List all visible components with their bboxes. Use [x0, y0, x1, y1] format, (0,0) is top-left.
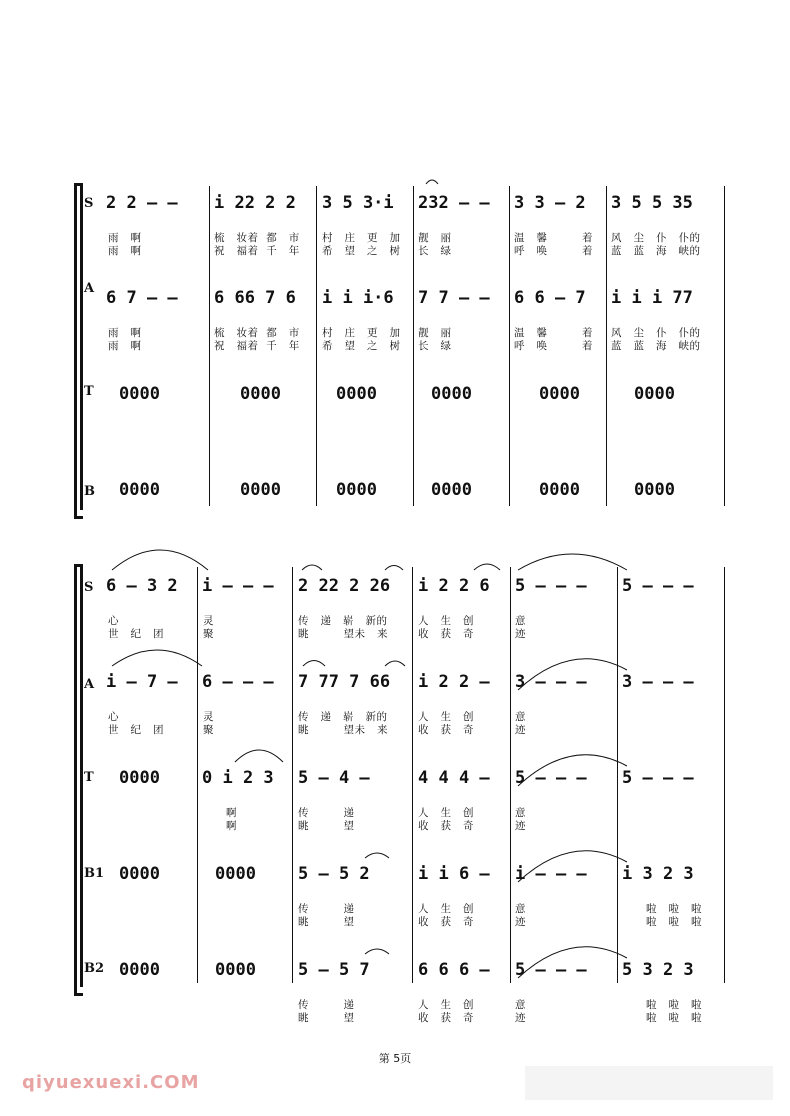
soprano-notes: 5 — — — [622, 576, 694, 596]
slur [302, 565, 322, 570]
bass2-notes: 5 3 2 3 [622, 960, 694, 980]
bass1-lyric-1: 传 递 [298, 903, 355, 915]
alto-lyric-1: 灵 [203, 711, 214, 723]
tenor-lyric-2: 迹 [515, 820, 526, 832]
slur [518, 554, 627, 570]
bass-rest: 0000 [240, 480, 281, 500]
bass2-lyric-1: 意 [515, 999, 526, 1011]
soprano-notes: 5 — — — [515, 576, 587, 596]
bass1-notes: i — — — [515, 864, 587, 884]
soprano-lyric-2: 收 获 奇 [418, 628, 475, 640]
tenor-lyric-1: 意 [515, 807, 526, 819]
bass2-notes: 6 6 6 — [418, 960, 490, 980]
tenor-lyric-2: 眺 望 [298, 820, 355, 832]
alto-lyric-2: 世 纪 团 [108, 724, 165, 736]
tenor-lyric-1: 人 生 创 [418, 807, 475, 819]
page-number: 第 5页 [378, 1052, 412, 1065]
slur [112, 550, 208, 570]
voice-label-bass-1: B1 [84, 866, 105, 881]
bass2-lyric-2: 收 获 奇 [418, 1012, 475, 1024]
soprano-notes: 232 — — [418, 193, 490, 213]
tenor-rest: 0000 [431, 384, 472, 404]
bass1-rest: 0000 [215, 864, 256, 884]
soprano-lyric-1: 靓 丽 [418, 232, 452, 244]
alto-lyric-1: 雨 啊 [108, 327, 142, 339]
bass2-notes: 5 — 5 7 [298, 960, 370, 980]
alto-notes: 7 7 — — [418, 288, 490, 308]
voice-label-bass-2: B2 [84, 961, 105, 976]
voice-label-soprano: S [84, 580, 94, 595]
bass1-lyric-1: 人 生 创 [418, 903, 475, 915]
tenor-rest: 0000 [240, 384, 281, 404]
bass-rest: 0000 [119, 480, 160, 500]
bass1-lyric-2: 迹 [515, 916, 526, 928]
soprano-lyric-1: 传 递 崭 新的 [298, 615, 388, 627]
slur [112, 650, 202, 666]
tenor-lyric-2: 收 获 奇 [418, 820, 475, 832]
tenor-notes: 5 — 4 — [298, 768, 370, 788]
soprano-lyric-1: 村 庄 更 加 [322, 232, 401, 244]
alto-notes: i 2 2 — [418, 672, 490, 692]
alto-lyric-1: 靓 丽 [418, 327, 452, 339]
bass1-lyric-2: 眺 望 [298, 916, 355, 928]
tenor-lyric-1: 传 递 [298, 807, 355, 819]
alto-notes: i i i 77 [611, 288, 693, 308]
soprano-lyric-1: 意 [515, 615, 526, 627]
soprano-notes: 6 — 3 2 [106, 576, 178, 596]
bass-rest: 0000 [539, 480, 580, 500]
tenor-rest: 0000 [539, 384, 580, 404]
alto-lyric-2: 呼 唤 着 [514, 340, 594, 352]
soprano-lyric-1: 风 尘 仆 仆的 [611, 232, 701, 244]
soprano-notes: 2 2 — — [106, 193, 178, 213]
soprano-notes: 2 22 2 26 [298, 576, 391, 596]
soprano-lyric-2: 世 纪 团 [108, 628, 165, 640]
bass1-lyric-2: 收 获 奇 [418, 916, 475, 928]
bass1-rest: 0000 [119, 864, 160, 884]
voice-label-alto: A [84, 677, 95, 692]
slur [518, 947, 627, 978]
alto-lyric-1: 风 尘 仆 仆的 [611, 327, 701, 339]
tenor-notes: 0 i 2 3 [202, 768, 274, 788]
voice-label-tenor: T [84, 770, 94, 785]
tenor-lyric-2: 啊 [226, 820, 237, 832]
tenor-rest: 0000 [119, 768, 160, 788]
bass-rest: 0000 [336, 480, 377, 500]
bass1-lyric-1: 意 [515, 903, 526, 915]
alto-notes: 3 — — — [622, 672, 694, 692]
soprano-notes: 3 5 5 35 [611, 193, 693, 213]
bass2-lyric-2: 啦 啦 啦 [646, 1012, 703, 1024]
alto-notes: 6 6 — 7 [514, 288, 586, 308]
soprano-lyric-2: 祝 福着 千 年 [214, 245, 300, 257]
bass2-lyric-2: 迹 [515, 1012, 526, 1024]
soprano-notes: i 2 2 6 [418, 576, 490, 596]
alto-lyric-2: 长 绿 [418, 340, 452, 352]
bass1-lyric-2: 啦 啦 啦 [646, 916, 703, 928]
tenor-rest: 0000 [336, 384, 377, 404]
bass2-lyric-1: 人 生 创 [418, 999, 475, 1011]
tenor-notes: 5 — — — [622, 768, 694, 788]
soprano-notes: 3 5 3·i [322, 193, 394, 213]
slur [426, 180, 438, 184]
soprano-lyric-1: 灵 [203, 615, 214, 627]
tenor-rest: 0000 [634, 384, 675, 404]
voice-label-alto: A [84, 281, 95, 296]
voice-label-tenor: T [84, 384, 94, 399]
alto-lyric-1: 村 庄 更 加 [322, 327, 401, 339]
alto-lyric-1: 温 馨 着 [514, 327, 594, 339]
alto-lyric-1: 心 [108, 711, 119, 723]
slur [385, 661, 405, 666]
bass2-lyric-2: 眺 望 [298, 1012, 355, 1024]
soprano-lyric-2: 聚 [203, 628, 214, 640]
bass2-rest: 0000 [119, 960, 160, 980]
soprano-notes: 3 3 — 2 [514, 193, 586, 213]
voice-label-bass: B [84, 484, 95, 499]
soprano-notes: i — — — [202, 576, 274, 596]
alto-lyric-2: 雨 啊 [108, 340, 142, 352]
alto-lyric-1: 传 递 崭 新的 [298, 711, 388, 723]
bass2-notes: 5 — — — [515, 960, 587, 980]
soprano-lyric-2: 迹 [515, 628, 526, 640]
bass1-notes: 5 — 5 2 [298, 864, 370, 884]
watermark-panel [525, 1066, 773, 1100]
slur [518, 659, 627, 690]
alto-notes: 6 66 7 6 [214, 288, 296, 308]
alto-lyric-1: 人 生 创 [418, 711, 475, 723]
soprano-notes: i 22 2 2 [214, 193, 296, 213]
soprano-lyric-1: 人 生 创 [418, 615, 475, 627]
alto-lyric-2: 眺 望未 来 [298, 724, 389, 736]
slur [303, 661, 325, 667]
alto-lyric-2: 希 望 之 树 [322, 340, 401, 352]
soprano-lyric-2: 眺 望未 来 [298, 628, 389, 640]
soprano-lyric-2: 长 绿 [418, 245, 452, 257]
slur [235, 750, 283, 762]
soprano-lyric-1: 心 [108, 615, 119, 627]
alto-lyric-2: 收 获 奇 [418, 724, 475, 736]
alto-lyric-2: 聚 [203, 724, 214, 736]
tenor-lyric-1: 啊 [226, 807, 237, 819]
alto-lyric-1: 意 [515, 711, 526, 723]
alto-notes: i — 7 — [106, 672, 178, 692]
bass2-lyric-1: 啦 啦 啦 [646, 999, 703, 1011]
soprano-lyric-1: 梳 妆着 都 市 [214, 232, 300, 244]
voice-label-soprano: S [84, 196, 94, 211]
bass2-lyric-1: 传 递 [298, 999, 355, 1011]
alto-lyric-2: 蓝 蓝 海 峡的 [611, 340, 701, 352]
slur [365, 949, 389, 954]
bass1-lyric-1: 啦 啦 啦 [646, 903, 703, 915]
bass1-notes: i i 6 — [418, 864, 490, 884]
alto-notes: 7 77 7 66 [298, 672, 391, 692]
soprano-lyric-2: 蓝 蓝 海 峡的 [611, 245, 701, 257]
alto-notes: i i i·6 [322, 288, 394, 308]
bass1-notes: i 3 2 3 [622, 864, 694, 884]
soprano-lyric-1: 温 馨 着 [514, 232, 594, 244]
soprano-lyric-2: 雨 啊 [108, 245, 142, 257]
soprano-lyric-1: 雨 啊 [108, 232, 142, 244]
slur [385, 566, 403, 571]
alto-lyric-2: 祝 福着 千 年 [214, 340, 300, 352]
tenor-notes: 5 — — — [515, 768, 587, 788]
slur [518, 851, 627, 882]
soprano-lyric-2: 呼 唤 着 [514, 245, 594, 257]
alto-lyric-2: 迹 [515, 724, 526, 736]
slur [518, 755, 627, 786]
tenor-notes: 4 4 4 — [418, 768, 490, 788]
alto-notes: 3 — — — [515, 672, 587, 692]
soprano-lyric-2: 希 望 之 树 [322, 245, 401, 257]
site-watermark: qiyuexuexi.COM [22, 1072, 200, 1093]
alto-notes: 6 — — — [202, 672, 274, 692]
alto-notes: 6 7 — — [106, 288, 178, 308]
bass-rest: 0000 [431, 480, 472, 500]
tenor-rest: 0000 [119, 384, 160, 404]
bass-rest: 0000 [634, 480, 675, 500]
slur [474, 564, 500, 570]
alto-lyric-1: 梳 妆着 都 市 [214, 327, 300, 339]
slur [365, 853, 389, 858]
bass2-rest: 0000 [215, 960, 256, 980]
